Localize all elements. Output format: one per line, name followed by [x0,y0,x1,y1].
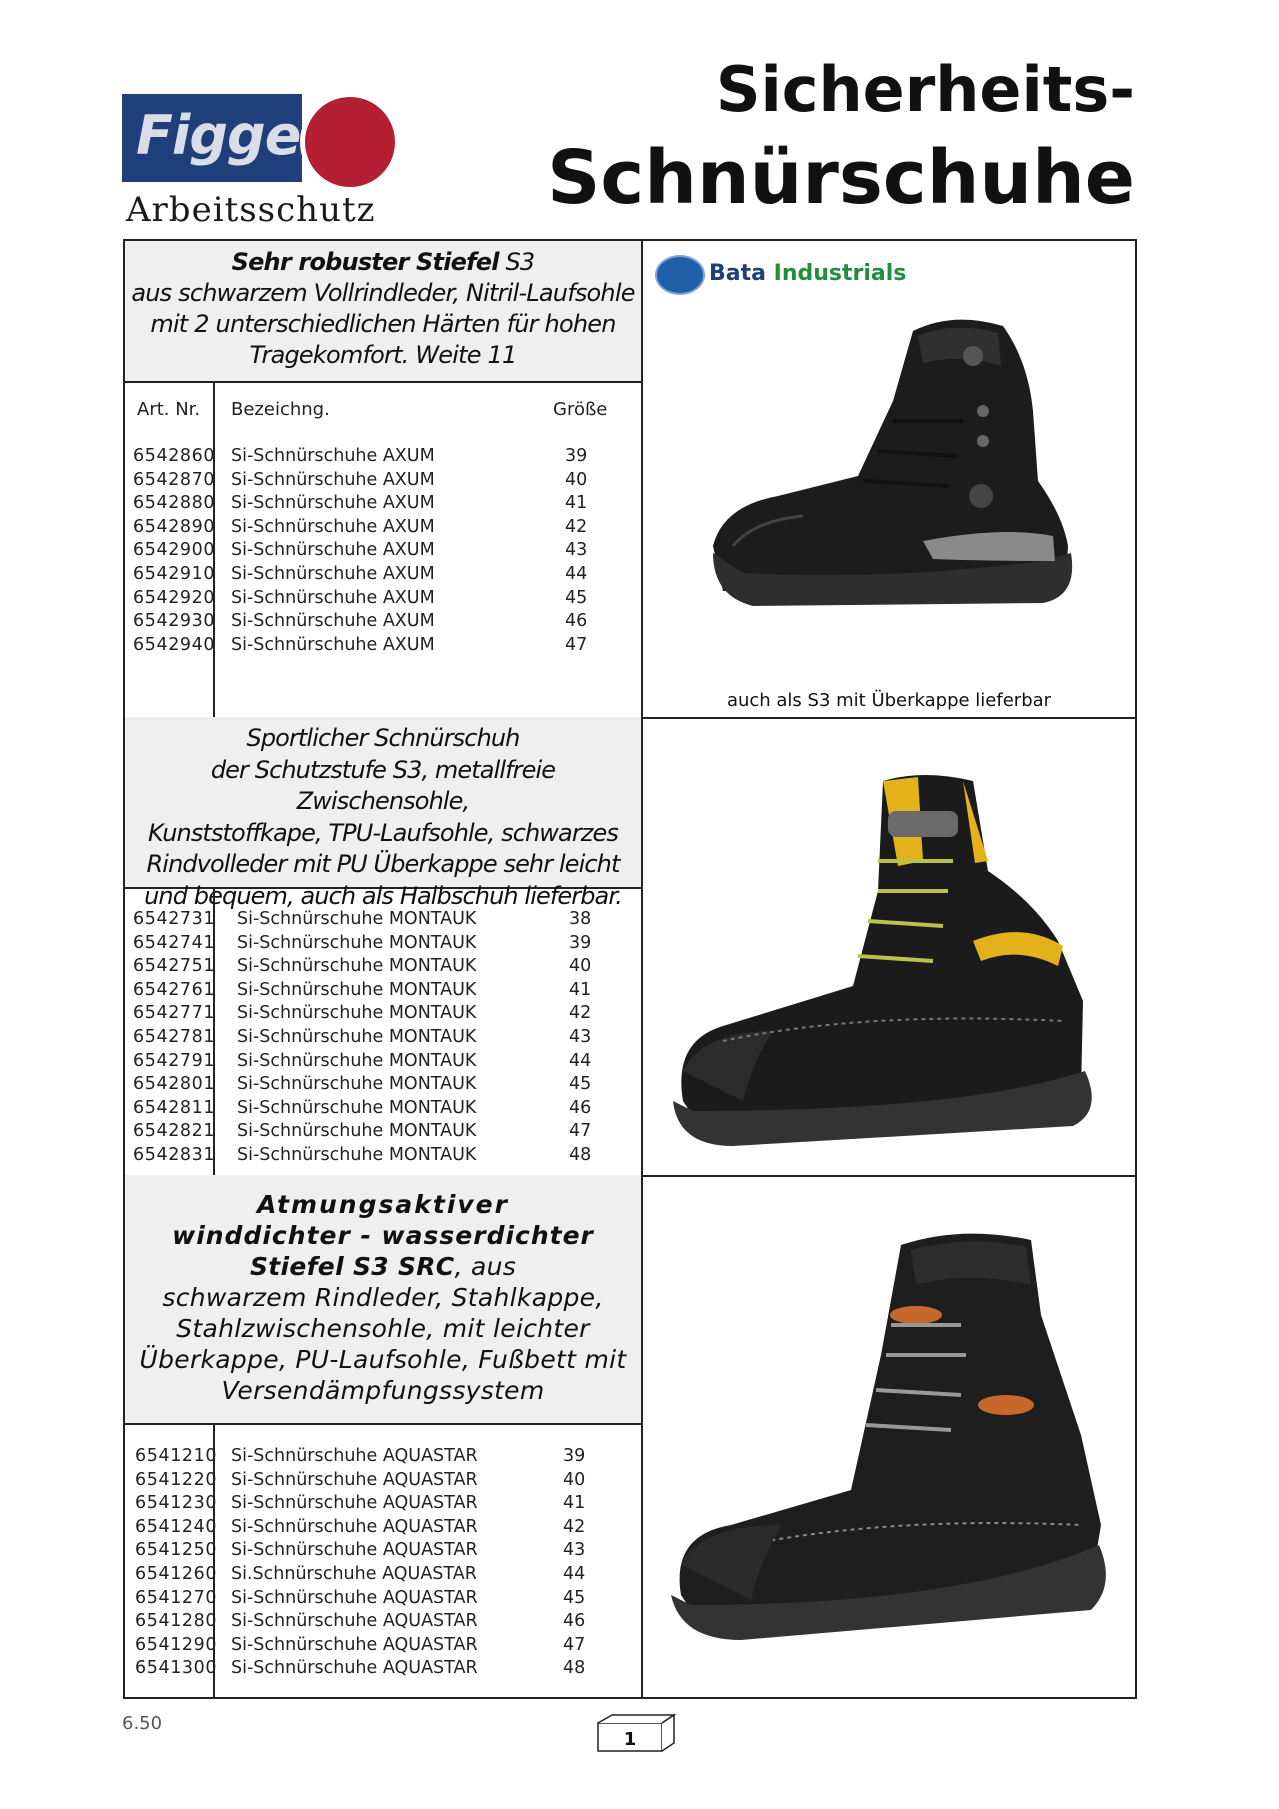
desc-lead-rest: S3 [498,248,535,276]
desc-line: Sportlicher Schnürschuh [246,724,520,752]
product-name: Si-Schnürschuhe AQUASTAR [231,1516,478,1537]
product-size: 40 [563,1469,586,1490]
article-number: 6542801 [133,1074,216,1095]
desc-line: Stahlzwischensohle, mit leichter [176,1314,590,1343]
article-number: 6542751 [133,956,216,977]
article-number: 6542771 [133,1003,216,1024]
article-number: 6541270 [135,1587,218,1608]
figge-logo [122,92,402,232]
table-row [125,1098,641,1122]
product-size: 39 [565,446,588,466]
product-size: 46 [563,1611,586,1632]
desc-line: Tragekomfort. Weite 11 [249,341,517,369]
article-number: 6541210 [135,1446,218,1466]
table-row [125,1121,641,1145]
product-name: Si-Schnürschuhe MONTAUK [237,1145,477,1165]
page-number: 1 [623,1729,637,1750]
table-row [125,1611,641,1635]
table-row [125,1564,641,1588]
product-description [125,1175,641,1425]
table-row [125,1003,641,1027]
product-size: 46 [565,611,588,632]
product-name: Si-Schnürschuhe AQUASTAR [231,1493,478,1514]
article-number: 6541290 [135,1634,218,1655]
product-size: 43 [569,1027,592,1047]
product-name: Si-Schnürschuhe MONTAUK [237,1027,477,1047]
product-caption: auch als S3 mit Überkappe lieferbar [726,690,1052,711]
product-image-aquastar [643,1175,1135,1697]
logo-text: Figge [136,104,301,167]
table-row [125,956,641,980]
article-number: 6542930 [133,611,216,632]
product-image-montauk [643,717,1135,1175]
article-number: 6541300 [135,1658,218,1679]
product-name: Si-Schnürschuhe AXUM [231,446,435,466]
product-section-axum [125,241,1135,719]
page-number-box [596,1713,676,1753]
product-size: 41 [569,979,592,1000]
product-section-montauk [125,717,1135,1177]
montauk-boot-image [663,741,1123,1161]
article-number: 6541260 [135,1564,218,1584]
product-name: Si-Schnürschuhe MONTAUK [237,1050,477,1071]
article-number: 6542890 [133,516,216,537]
table-row [125,635,641,659]
product-info-aquastar [125,1175,643,1697]
product-name: Si-Schnürschuhe AXUM [231,469,435,490]
product-name: Si-Schnürschuhe AQUASTAR [231,1634,478,1655]
product-name: Si-Schnürschuhe AQUASTAR [231,1658,478,1679]
product-size: 46 [569,1097,592,1118]
desc-line: mit 2 unterschiedlichen Härten für hohen [150,310,616,338]
article-number: 6542821 [133,1121,216,1142]
table-row [125,1027,641,1051]
product-size: 44 [565,564,588,584]
desc-line: Rindvolleder mit PU Überkappe sehr leicht [146,850,620,878]
logo-red-circle [300,92,400,192]
desc-line [125,1251,641,1282]
product-name: Si-Schnürschuhe AQUASTAR [231,1587,478,1608]
article-number: 6542880 [133,493,216,514]
table-row [125,517,641,541]
article-number: 6542831 [133,1145,216,1165]
article-number: 6541230 [135,1493,218,1514]
table-row [125,1517,641,1541]
table-row [125,1470,641,1494]
article-number: 6541220 [135,1469,218,1490]
bata-badge-icon [655,255,705,295]
table-row [125,909,641,933]
product-name: Si-Schnürschuhe AQUASTAR [231,1611,478,1632]
product-size: 39 [569,932,592,953]
table-row [125,588,641,612]
product-size: 42 [563,1516,586,1537]
product-size: 41 [565,493,588,514]
product-size: 38 [569,909,592,929]
table-row [125,564,641,588]
product-name: Si-Schnürschuhe MONTAUK [237,909,477,929]
product-size: 45 [565,587,588,608]
page-code: 6.50 [122,1713,163,1734]
table-row [125,1051,641,1075]
product-size: 48 [563,1658,586,1679]
page-title [547,50,1135,226]
product-info-axum [125,241,643,717]
desc-line: der Schutzstufe S3, metallfreie Zwischensohle, [210,755,556,815]
desc-rest-part: , aus [454,1252,517,1281]
table-row [125,1588,641,1612]
brand-name-part2: Industrials [773,261,907,286]
product-size: 43 [565,540,588,561]
desc-line: Versendämpfungssystem [221,1376,545,1405]
table-row [125,1446,641,1470]
product-size: 44 [569,1050,592,1071]
product-size: 41 [563,1493,586,1514]
table-row [125,980,641,1004]
table-row [125,1635,641,1659]
table-row [125,611,641,635]
table-row [125,1074,641,1098]
product-name: Si-Schnürschuhe AQUASTAR [231,1540,478,1561]
article-number: 6542741 [133,932,216,953]
product-image-axum [643,241,1135,717]
page-title-line1: Sicherheits- [715,53,1135,126]
desc-bold-part: Stiefel S3 SRC [249,1252,455,1281]
product-name: Si-Schnürschuhe MONTAUK [237,1121,477,1142]
product-description [125,241,641,383]
product-size: 45 [569,1074,592,1095]
article-number: 6542940 [133,634,216,655]
column-header-size: Größe [553,399,608,420]
article-number: 6542860 [133,446,216,466]
desc-line [125,247,641,278]
product-size: 47 [565,634,588,655]
product-name: Si-Schnürschuhe MONTAUK [237,1097,477,1118]
product-size: 40 [565,469,588,490]
product-name: Si-Schnürschuhe MONTAUK [237,1074,477,1095]
page-title-line2: Schnürschuhe [547,135,1135,221]
desc-line: Atmungsaktiver [257,1190,509,1219]
logo-subtitle: Arbeitsschutz [126,190,376,230]
product-name: Si-Schnürschuhe AXUM [231,587,435,608]
product-name: Si-Schnürschuhe MONTAUK [237,956,477,977]
product-size: 40 [569,956,592,977]
aquastar-boot-image [661,1225,1121,1665]
product-name: Si-Schnürschuhe AXUM [231,516,435,537]
desc-line: schwarzem Rindleder, Stahlkappe, [162,1283,604,1312]
table-row [125,540,641,564]
table-row [125,493,641,517]
desc-line: Kunststoffkape, TPU-Laufsohle, schwarzes [148,818,618,847]
article-number: 6542731 [133,909,216,929]
product-size: 42 [565,516,588,537]
desc-line: winddichter - wasserdichter [172,1221,594,1250]
desc-line: und bequem, auch als Halbschuh lieferbar. [144,881,622,910]
product-info-montauk [125,717,643,1175]
product-size: 44 [563,1564,586,1584]
product-name: Si-Schnürschuhe AQUASTAR [231,1446,478,1466]
article-number: 6541240 [135,1516,218,1537]
product-name: Si-Schnürschuhe AXUM [231,611,435,632]
table-row [125,1540,641,1564]
column-header-name: Bezeichng. [231,399,330,420]
product-table [123,239,1137,1699]
product-size: 43 [563,1540,586,1561]
brand-name-part1: Bata [709,261,774,286]
product-size: 45 [563,1587,586,1608]
article-number: 6542920 [133,587,216,608]
table-row [125,470,641,494]
product-name: Si-Schnürschuhe MONTAUK [237,979,477,1000]
product-name: Si-Schnürschuhe AXUM [231,564,435,584]
table-row [125,446,641,470]
product-name: Si-Schnürschuhe MONTAUK [237,1003,477,1024]
axum-boot-image [683,291,1103,631]
product-name: Si.Schnürschuhe AQUASTAR [231,1564,477,1584]
article-number: 6541280 [135,1611,218,1632]
desc-line: Überkappe, PU-Laufsohle, Fußbett mit [139,1345,627,1374]
article-number: 6542761 [133,979,216,1000]
product-section-aquastar [125,1175,1135,1697]
desc-lead-bold: Sehr robuster Stiefel [231,248,499,276]
product-size: 39 [563,1446,586,1466]
article-number: 6542781 [133,1027,216,1047]
logo-blue-box [122,94,302,182]
brand-name [709,261,906,286]
article-number: 6542870 [133,469,216,490]
table-row [125,1658,641,1682]
article-number: 6541250 [135,1540,218,1561]
table-row [125,1493,641,1517]
product-size: 48 [569,1145,592,1165]
product-name: Si-Schnürschuhe AXUM [231,540,435,561]
table-row [125,933,641,957]
article-number: 6542811 [133,1097,216,1118]
product-name: Si-Schnürschuhe AXUM [231,634,435,655]
article-number: 6542900 [133,540,216,561]
desc-line: aus schwarzem Vollrindleder, Nitril-Laufsohle [131,279,635,307]
product-name: Si-Schnürschuhe AQUASTAR [231,1469,478,1490]
product-description [125,717,641,910]
column-header-art: Art. Nr. [137,399,201,420]
article-number: 6542910 [133,564,216,584]
product-size: 47 [563,1634,586,1655]
product-name: Si-Schnürschuhe AXUM [231,493,435,514]
product-size: 42 [569,1003,592,1024]
article-number: 6542791 [133,1050,216,1071]
product-size: 47 [569,1121,592,1142]
product-name: Si-Schnürschuhe MONTAUK [237,932,477,953]
table-row [125,1145,641,1169]
